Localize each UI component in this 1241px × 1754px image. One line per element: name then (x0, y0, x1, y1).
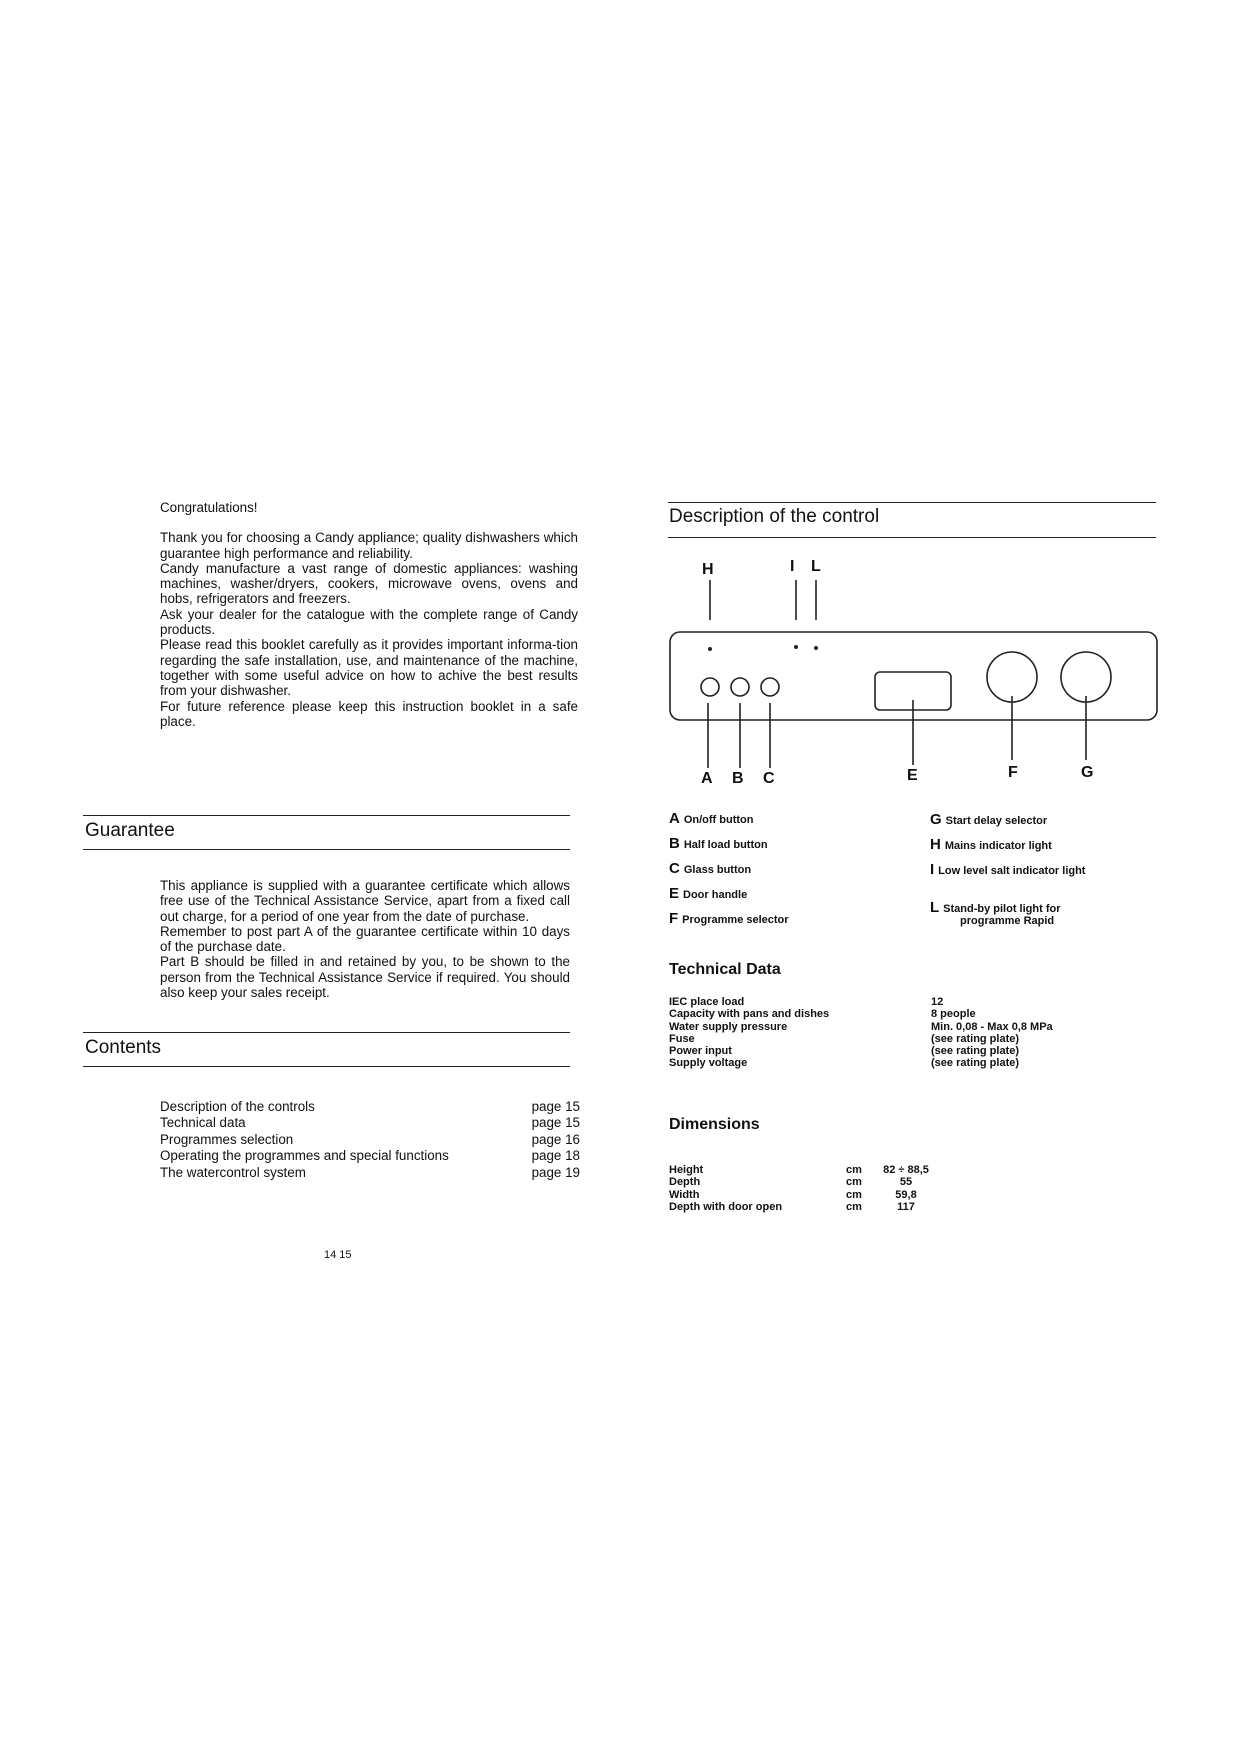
button-a-icon (701, 678, 719, 696)
toc-label: Description of the controls (160, 1099, 315, 1114)
diagram-letter-i: I (790, 558, 795, 575)
intro-block (160, 500, 578, 729)
toc-page: page 19 (531, 1165, 580, 1180)
standby-light-icon (814, 646, 818, 650)
legend-item-l-line2: programme Rapid (960, 915, 1055, 927)
salt-light-icon (794, 645, 798, 649)
legend-item-h: H Mains indicator light (930, 836, 1052, 853)
technical-title: Technical Data (669, 961, 781, 978)
diagram-letter-c: C (763, 770, 775, 787)
toc-label: The watercontrol system (160, 1165, 306, 1180)
legend-item-b: B Half load button (669, 835, 768, 852)
control-panel-diagram (660, 555, 1170, 795)
diagram-letter-f: F (1008, 764, 1018, 781)
greeting: Congratulations! (160, 500, 258, 515)
legend-item-l: L Stand-by pilot light for (930, 899, 1061, 916)
diagram-letter-l: L (811, 558, 821, 575)
guarantee-title: Guarantee (85, 820, 175, 841)
technical-table (669, 996, 1149, 1070)
legend-item-a: A On/off button (669, 810, 754, 827)
diagram-letter-e: E (907, 767, 918, 784)
technical-row: Capacity with pans and dishes 8 people (669, 1008, 976, 1021)
toc-label: Operating the programmes and special functions (160, 1148, 449, 1163)
toc-page: page 15 (531, 1099, 580, 1114)
toc-page: page 18 (531, 1148, 580, 1163)
dimensions-row: Depth cm 55 (669, 1176, 913, 1189)
programme-knob-icon (987, 652, 1037, 702)
control-rule-bottom (668, 537, 1156, 538)
contents-rule-bottom (83, 1066, 570, 1067)
diagram-letter-h: H (702, 561, 714, 578)
legend-item-i: I Low level salt indicator light (930, 861, 1086, 878)
technical-row: Supply voltage (see rating plate) (669, 1057, 1020, 1070)
button-b-icon (731, 678, 749, 696)
intro-paragraph: Please read this booklet carefully as it provides important informa-tion regarding the safe installation, use, and maintenance of the machine, together with some useful advice on how to achive the best results from your dishwasher. (160, 637, 578, 699)
contents-rule-top (83, 1032, 570, 1033)
page-numbers: 14 15 (324, 1249, 352, 1261)
legend-item-c: C Glass button (669, 860, 752, 877)
toc-label: Technical data (160, 1115, 246, 1130)
guarantee-rule-top (83, 815, 570, 816)
dimensions-title: Dimensions (669, 1116, 760, 1133)
intro-paragraph: Candy manufacture a vast range of domestic appliances: washing machines, washer/dryers, cookers, microwave ovens, ovens and hobs, refrigerators and freezers. (160, 560, 578, 607)
diagram-letter-b: B (732, 770, 744, 787)
control-rule-top (668, 502, 1156, 503)
intro-paragraph: For future reference please keep this instruction booklet in a safe place. (160, 698, 578, 729)
guarantee-block (160, 878, 570, 1000)
toc-page: page 16 (531, 1132, 580, 1147)
dimensions-row: Depth with door open cm 117 (669, 1200, 915, 1213)
guarantee-paragraph: Remember to post part A of the guarantee certificate within 10 days of the purchase date. (160, 923, 570, 955)
technical-row: Power input (see rating plate) (669, 1045, 1020, 1058)
dimensions-row: Width cm 59,8 (669, 1188, 917, 1201)
guarantee-paragraph: This appliance is supplied with a guarantee certificate which allows free use of the Technical Assistance Service, apart from a fixed call out charge, for a period of one year from the date of purchase. (160, 878, 570, 924)
dimensions-table (669, 1164, 969, 1213)
intro-paragraph: Ask your dealer for the catalogue with the complete range of Candy products. (160, 606, 578, 638)
legend-item-f: F Programme selector (669, 910, 789, 927)
technical-row: Water supply pressure Min. 0,08 - Max 0,8 MPa (669, 1020, 1053, 1033)
guarantee-rule-bottom (83, 849, 570, 850)
intro-paragraph: Thank you for choosing a Candy appliance; quality dishwashers which guarantee high performance and reliability. (160, 530, 578, 561)
button-c-icon (761, 678, 779, 696)
control-title: Description of the control (669, 506, 880, 527)
legend-item-g: G Start delay selector (930, 811, 1048, 828)
contents-title: Contents (85, 1037, 162, 1058)
diagram-letter-a: A (701, 770, 713, 787)
toc-label: Programmes selection (160, 1132, 294, 1147)
legend-item-e: E Door handle (669, 885, 748, 902)
technical-row: IEC place load 12 (669, 996, 944, 1008)
guarantee-paragraph: Part B should be filled in and retained by you, to be shown to the person from the Technical Assistance Service if required. You should also keep your sales receipt. (160, 954, 570, 1001)
dimensions-row: Height cm 82 ÷ 88,5 (669, 1164, 929, 1176)
technical-row: Fuse (see rating plate) (669, 1032, 1020, 1045)
delay-knob-icon (1061, 652, 1111, 702)
mains-light-icon (708, 647, 712, 651)
toc-page: page 15 (531, 1115, 580, 1130)
diagram-letter-g: G (1081, 764, 1094, 781)
